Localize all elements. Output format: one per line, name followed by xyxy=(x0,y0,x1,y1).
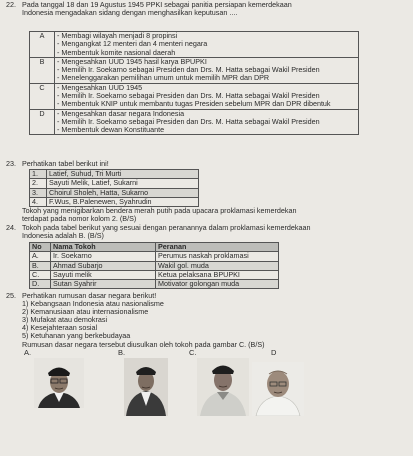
q25-stem: Perhatikan rumusan dasar negara berikut! xyxy=(22,291,157,300)
table-row: A. Ir. Soekarno Perumus naskah proklamasi xyxy=(30,252,279,261)
col-tokoh: Nama Tokoh xyxy=(51,243,156,252)
option-line: - Memilih Ir. Soekarno sebagai Presiden dan Drs. M. Hatta sebagai Wakil Presiden xyxy=(57,116,320,126)
photo-tokoh-c[interactable] xyxy=(197,358,249,416)
q25-item: 2) Kemanusiaan atau internasionalisme xyxy=(22,307,149,316)
q22-options-table xyxy=(29,31,359,135)
q24-number: 24. xyxy=(6,223,16,232)
table-row: B. Ahmad Subarjo Wakil gol. muda xyxy=(30,261,279,270)
q24-table xyxy=(29,242,279,289)
q25-item: 5) Ketuhanan yang berkebudayaa xyxy=(22,331,131,340)
q23-after-line2: terdapat pada nomor kolom 2. (B/S) xyxy=(22,214,137,223)
q22-option-a[interactable] xyxy=(30,32,359,58)
photo-tokoh-d[interactable] xyxy=(252,362,304,416)
q22-number: 22. xyxy=(6,0,16,9)
q22-option-c[interactable] xyxy=(30,83,359,109)
q25-item: 3) Mufakat atau demokrasi xyxy=(22,315,108,324)
q24-stem-line1: Tokoh pada tabel berikut yang sesuai dengan peranannya dalam proklamasi kemerdekaan xyxy=(22,223,311,232)
q23-number: 23. xyxy=(6,159,16,168)
option-line: - Mengangkat 12 menteri dan 4 menteri negara xyxy=(57,39,208,49)
option-line: - Memilih Ir. Soekarno sebagai Presiden dan Drs. M. Hatta sebagai Wakil Presiden xyxy=(57,90,320,100)
table-row: D. Sutan Syahrir Motivator golongan muda xyxy=(30,280,279,289)
q25-number: 25. xyxy=(6,291,16,300)
q25-item: 1) Kebangsaan Indonesia atau nasionalisme xyxy=(22,299,164,308)
option-letter: B xyxy=(30,57,55,83)
q22-option-d[interactable] xyxy=(30,109,359,135)
q23-stem: Perhatikan tabel berikut ini! xyxy=(22,159,109,168)
photo-label-d: D xyxy=(271,348,277,357)
option-line: - Membagi wilayah menjadi 8 propinsi xyxy=(57,31,178,40)
option-line: - Memilih Ir. Soekarno sebagai Presiden dan Drs. M. Hatta sebagai Wakil Presiden xyxy=(57,65,320,75)
option-line: - Mengesahkan UUD 1945 xyxy=(57,82,143,92)
photo-tokoh-b[interactable] xyxy=(124,358,168,416)
option-letter: C xyxy=(30,83,55,109)
option-line: - Membentuk komite nasional daerah xyxy=(57,47,176,57)
photo-label-b: B. xyxy=(118,348,126,357)
option-letter: A xyxy=(30,32,55,58)
col-peran: Peranan xyxy=(156,243,279,252)
q22-option-b[interactable] xyxy=(30,57,359,83)
option-line: - Mengesahkan UUD 1945 hasil karya BPUPKI xyxy=(57,56,207,66)
option-letter: D xyxy=(30,109,55,135)
q22-stem-line2: Indonesia mengadakan sidang dengan menghasilkan keputusan .... xyxy=(22,8,238,17)
table-row: 2. Sayuti Melik, Latief, Sukarni xyxy=(30,179,199,188)
q24-stem-line2: Indonesia adalah B. (B/S) xyxy=(22,231,104,240)
table-row: 4. F.Wus, B.Palenewen, Syahrudin xyxy=(30,197,199,206)
photo-tokoh-a[interactable] xyxy=(34,358,84,408)
option-line: - Membentuk KNIP untuk membantu tugas Presiden sebelum MPR dan DPR dibentuk xyxy=(57,99,331,109)
col-no: No xyxy=(30,243,51,252)
option-line: - Membentuk dewan Konstituante xyxy=(57,125,165,135)
table-row: 3. Choirul Sholeh, Hatta, Sukarno xyxy=(30,188,199,197)
option-line: - Mengesahkan dasar negara Indonesia xyxy=(57,108,185,118)
photo-label-a: A. xyxy=(24,348,32,357)
q22-stem-line1: Pada tanggal 18 dan 19 Agustus 1945 PPKI sebagai panitia persiapan kemerdekaan xyxy=(22,0,292,9)
photo-label-c: C. xyxy=(189,348,197,357)
q25-question: Rumusan dasar negara tersebut diusulkan oleh tokoh pada gambar C. (B/S) xyxy=(22,340,265,349)
option-line: - Menelenggarakan pemilihan umum untuk memilih MPR dan DPR xyxy=(57,73,270,83)
q25-item: 4) Kesejahteraan sosial xyxy=(22,323,98,332)
table-row: C. Sayuti melik Ketua pelaksana BPUPKI xyxy=(30,270,279,279)
q23-after-line1: Tokoh yang menigibarkan bendera merah putih pada upacara proklamasi kemerdekan xyxy=(22,206,297,215)
table-row: 1. Latief, Suhud, Tri Murti xyxy=(30,170,199,179)
q23-table xyxy=(29,169,199,207)
